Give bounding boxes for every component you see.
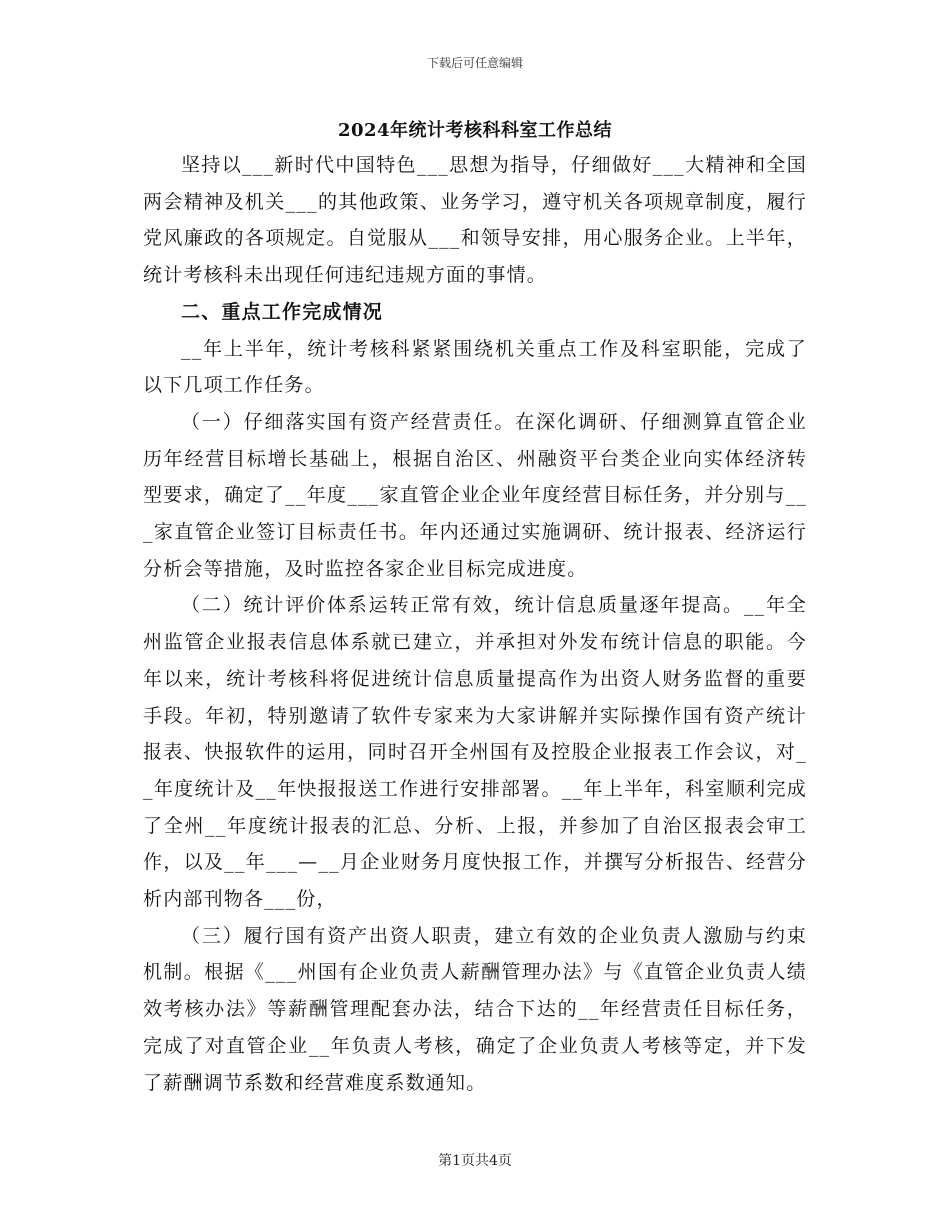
header-note: 下载后可任意编辑 [426, 56, 523, 70]
page-number: 第1页共4页 [438, 1153, 512, 1169]
document-body [143, 147, 807, 1101]
paragraph-intro: 坚持以___新时代中国特色___思想为指导，仔细做好___大精神和全国两会精神及机关___的其他政策、业务学习，遵守机关各项规章制度，履行党风廉政的各项规定。自觉服从___和领导安排，用心服务企业。上半年，统计考核科未出现任何违纪违规方面的事情。 [143, 154, 807, 287]
section-heading-key-work: 二、重点工作完成情况 [181, 300, 384, 323]
paragraph-overview: __年上半年，统计考核科紧紧围绕机关重点工作及科室职能，完成了以下几项工作任务。 [143, 337, 807, 397]
paragraph-item-2: （二）统计评价体系运转正常有效，统计信息质量逐年提高。__年全州监管企业报表信息体系就已建立，并承担对外发布统计信息的职能。今年以来，统计考核科将促进统计信息质量提高作为出资人财务监督的重要手段。年初，特别邀请了软件专家来为大家讲解并实际操作国有资产统计报表、快报软件的运用，同时召开全州国有及控股企业报表工作会议，对__年度统计及__年快报报送工作进行安排部署。__年上半年，科室顺利完成了全州__年度统计报表的汇总、分析、上报，并参加了自治区报表会审工作，以及__年___—__月企业财务月度快报工作，并撰写分析报告、经营分析内部刊物各___份， [143, 594, 807, 911]
paragraph-item-1: （一）仔细落实国有资产经营责任。在深化调研、仔细测算直管企业历年经营目标增长基础上，根据自治区、州融资平台类企业向实体经济转型要求，确定了__年度___家直管企业企业年度经营目标任务，并分别与___家直管企业签订目标责任书。年内还通过实施调研、统计报表、经济运行分析会等措施，及时监控各家企业目标完成进度。 [143, 410, 807, 580]
document-title: 2024年统计考核科科室工作总结 [337, 120, 613, 141]
paragraph-item-3: （三）履行国有资产出资人职责，建立有效的企业负责人激励与约束机制。根据《___州国有企业负责人薪酬管理办法》与《直管企业负责人绩效考核办法》等薪酬管理配套办法，结合下达的__年经营责任目标任务，完成了对直管企业__年负责人考核，确定了企业负责人考核等定，并下发了薪酬调节系数和经营难度系数通知。 [143, 924, 807, 1094]
